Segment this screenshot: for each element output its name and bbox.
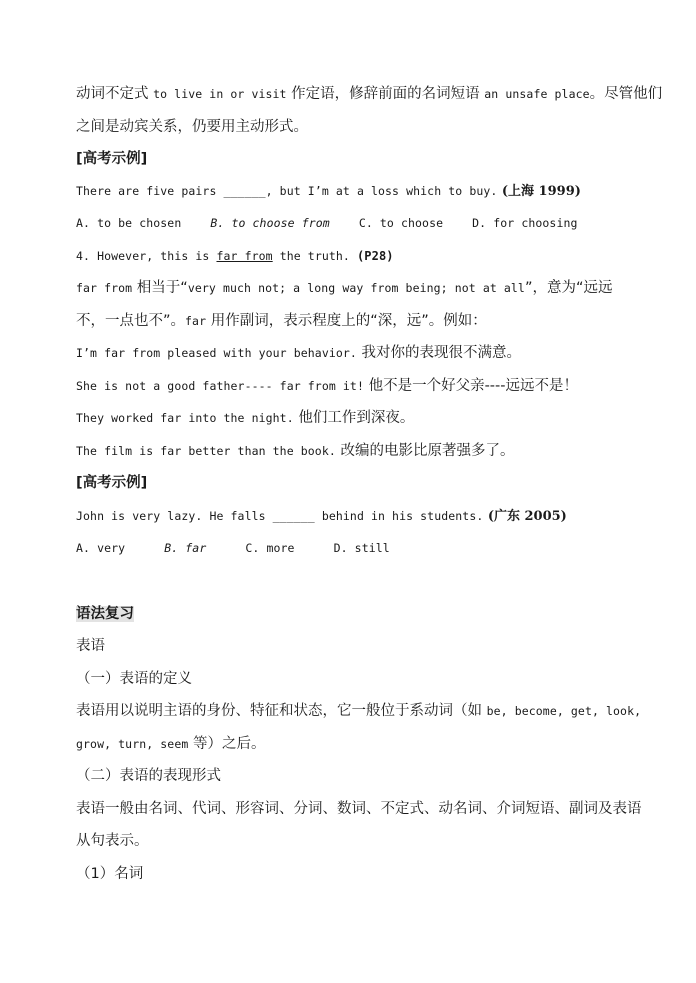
- grammar-heading: [76, 604, 134, 624]
- text-en: They worked far into the night.: [76, 411, 294, 425]
- example-sentence: [76, 408, 414, 428]
- text-en: She is not a good father---- far from it!: [76, 379, 364, 393]
- paragraph-line: 从句表示。: [76, 833, 149, 849]
- text-cn: ”，意为“远远: [524, 280, 613, 296]
- point-text: the truth.: [272, 249, 350, 263]
- option-d: D. for choosing: [472, 216, 578, 230]
- text-en: I’m far from pleased with your behavior.: [76, 346, 357, 360]
- question-text: There are five pairs ______, but I’m at a loss which to buy.: [76, 184, 498, 198]
- text-cn: 动词不定式: [76, 86, 154, 102]
- option-a: A. to be chosen: [76, 216, 182, 230]
- question-1: [76, 181, 581, 202]
- text-en: very much not; a long way from being; not at all: [187, 281, 525, 295]
- option-a: A. very: [76, 541, 126, 555]
- section-label: [高考示例]: [76, 151, 148, 167]
- text-cn: 不，一点也不”。: [76, 313, 186, 329]
- page-reference: (P28): [356, 249, 394, 263]
- text-en: The film is far better than the book.: [76, 444, 336, 458]
- option-c: C. more: [245, 541, 295, 555]
- text-en: far: [185, 314, 207, 328]
- text-cn: 他不是一个好父亲----远远不是！: [363, 378, 579, 394]
- section-label: [高考示例]: [76, 475, 148, 491]
- text-en: to live in or visit: [153, 87, 287, 101]
- question-text: John is very lazy. He falls ______ behind in his students.: [76, 509, 484, 523]
- paragraph-line: 表语一般由名词、代词、形容词、分词、数词、不定式、动名词、介词短语、副词及表语: [76, 801, 642, 817]
- option-c: C. to choose: [358, 216, 444, 230]
- paragraph-line: [76, 84, 662, 104]
- text-cn: 用作副词，表示程度上的“深，远”。例如：: [206, 313, 487, 329]
- option-d: D. still: [333, 541, 390, 555]
- text-en: grow, turn, seem: [76, 737, 189, 751]
- text-cn: 相当于“: [132, 280, 188, 296]
- topic-title: 表语: [76, 638, 105, 654]
- subsection-title: （二）表语的表现形式: [76, 768, 221, 784]
- text-en: an unsafe place: [484, 87, 590, 101]
- text-en: be, become, get, look,: [486, 704, 642, 718]
- text-cn: 改编的电影比原著强多了。: [335, 443, 515, 459]
- question-source: (上海 1999): [501, 184, 581, 199]
- text-en: far from: [76, 281, 133, 295]
- text-cn: 我对你的表现很不满意。: [356, 345, 522, 361]
- question-2-options: [76, 538, 390, 558]
- text-cn: 。尽管他们: [589, 86, 663, 102]
- example-sentence: [76, 376, 578, 396]
- paragraph-line: [76, 311, 487, 331]
- example-sentence: [76, 441, 514, 461]
- subsection-title: （一）表语的定义: [76, 671, 192, 687]
- underlined-phrase: far from: [216, 249, 273, 263]
- subsection-title: （1）名词: [76, 866, 144, 882]
- highlighted-heading: 语法复习: [76, 606, 134, 622]
- point-text: 4. However, this is: [76, 249, 217, 263]
- text-cn: 他们工作到深夜。: [293, 410, 415, 426]
- text-cn: 表语用以说明主语的身份、特征和状态，它一般位于系动词（如: [76, 703, 487, 719]
- text-cn: 等）之后。: [188, 736, 266, 752]
- example-sentence: [76, 343, 521, 363]
- paragraph-line: [76, 278, 613, 298]
- question-source: (广东 2005): [487, 509, 567, 524]
- paragraph-line: 之间是动宾关系，仍要用主动形式。: [76, 119, 308, 135]
- question-2: [76, 506, 567, 527]
- question-1-options: [76, 213, 578, 233]
- option-b: B. to choose from: [210, 216, 330, 230]
- paragraph-line: [76, 734, 266, 754]
- point-4: [76, 246, 394, 266]
- text-cn: 作定语，修辞前面的名词短语: [286, 86, 485, 102]
- paragraph-line: [76, 701, 641, 721]
- option-b: B. far: [164, 541, 207, 555]
